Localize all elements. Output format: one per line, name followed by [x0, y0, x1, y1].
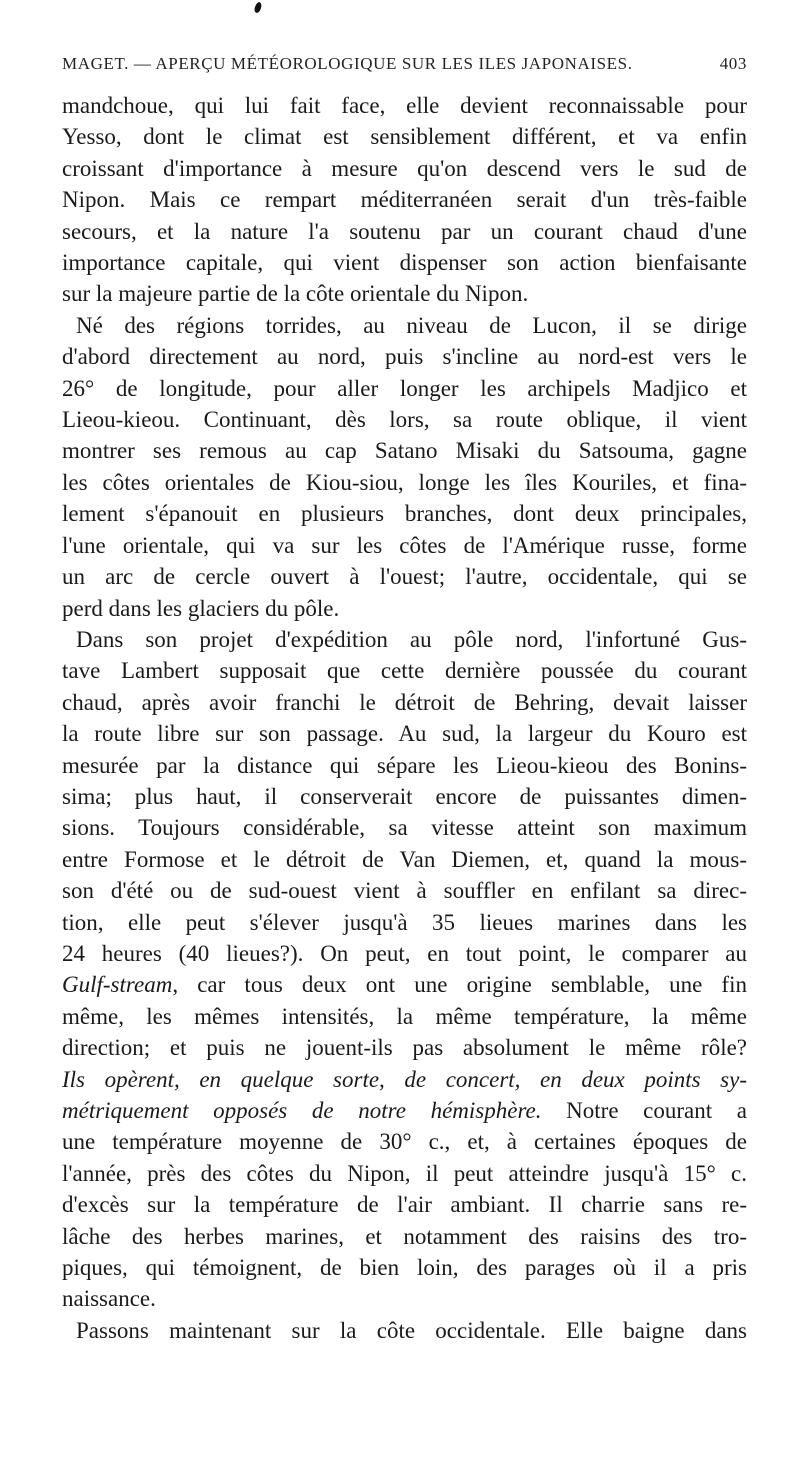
text-line: mandchoue, qui lui fait face, elle devient reconnaissable pour	[62, 93, 747, 118]
running-header	[62, 54, 747, 74]
text-span: Notre courant a	[541, 1098, 747, 1123]
text-line: tave Lambert supposait que cette dernière poussée du courant	[62, 658, 747, 684]
text-line: Nipon. Mais ce rempart méditerranéen serait d'un très-faible	[62, 187, 747, 213]
text-line: l'année, près des côtes du Nipon, il peut atteindre jusqu'à 15° c.	[62, 1160, 747, 1186]
running-title: MAGET. — APERÇU MÉTÉOROLOGIQUE SUR LES ILES JAPONAISES.	[62, 54, 633, 73]
text-line: une température moyenne de 30° c., et, à certaines époques de	[62, 1129, 747, 1155]
text-line: importance capitale, qui vient dispenser son action bienfaisante	[62, 250, 747, 276]
text-line: sur la majeure partie de la côte orientale du Nipon.	[62, 281, 529, 307]
text-line: tion, elle peut s'élever jusqu'à 35 lieues marines dans les	[62, 909, 747, 935]
ink-mark	[253, 1, 262, 13]
text-line: l'une orientale, qui va sur les côtes de l'Amérique russe, forme	[62, 532, 747, 558]
italic-line: Ils opèrent, en quelque sorte, de concert, en deux points sy-	[62, 1066, 747, 1092]
text-line: lâche des herbes marines, et notamment des raisins des tro-	[62, 1223, 747, 1249]
text-line: entre Formose et le détroit de Van Diemen, et, quand la mous-	[62, 846, 747, 872]
text-line: piques, qui témoignent, de bien loin, des parages où il a pris	[62, 1255, 747, 1281]
text-line: Né des régions torrides, au niveau de Lucon, il se dirige	[76, 312, 747, 338]
text-line: d'excès sur la température de l'air ambiant. Il charrie sans re-	[62, 1192, 747, 1218]
text-line: les côtes orientales de Kiou-siou, longe les îles Kouriles, et fina-	[62, 469, 747, 495]
text-line: Lieou-kieou. Continuant, dès lors, sa route oblique, il vient	[62, 407, 747, 433]
text-line: sima; plus haut, il conserverait encore de puissantes dimen-	[62, 783, 747, 809]
text-line: lement s'épanouit en plusieurs branches, dont deux principales,	[62, 501, 747, 527]
text-line: 26° de longitude, pour aller longer les archipels Madjico et	[62, 375, 747, 401]
text-line: son d'été ou de sud-ouest vient à souffler en enfilant sa direc-	[62, 878, 747, 904]
text-line: naissance.	[62, 1286, 156, 1312]
text-line: Passons maintenant sur la côte occidentale. Elle baigne dans	[76, 1317, 747, 1343]
text-line: sions. Toujours considérable, sa vitesse atteint son maximum	[62, 815, 747, 841]
text-line: secours, et la nature l'a soutenu par un courant chaud d'une	[62, 218, 747, 244]
text-line: mesurée par la distance qui sépare les Lieou-kieou des Bonins-	[62, 752, 747, 778]
text-line: montrer ses remous au cap Satano Misaki du Satsouma, gagne	[62, 438, 747, 464]
italic-span: métriquement opposés de notre hémisphère.	[62, 1098, 542, 1123]
text-line: perd dans les glaciers du pôle.	[62, 595, 340, 621]
page-body	[62, 90, 747, 1346]
text-span: , car tous deux ont une origine semblable, une fin	[172, 972, 747, 998]
text-line: d'abord directement au nord, puis s'incline au nord-est vers le	[62, 344, 747, 370]
text-line	[62, 1095, 747, 1126]
italic-term: Gulf-stream	[62, 972, 173, 998]
text-line: croissant d'importance à mesure qu'on descend vers le sud de	[62, 155, 747, 181]
text-line: 24 heures (40 lieues?). On peut, en tout point, le comparer au	[62, 940, 747, 966]
page-number: 403	[719, 54, 747, 73]
text-line: un arc de cercle ouvert à l'ouest; l'autre, occidentale, qui se	[62, 564, 747, 590]
text-line: la route libre sur son passage. Au sud, la largeur du Kouro est	[62, 721, 747, 747]
text-line: même, les mêmes intensités, la même température, la même	[62, 1003, 747, 1029]
text-line: Yesso, dont le climat est sensiblement différent, et va enfin	[62, 124, 747, 150]
text-line: direction; et puis ne jouent-ils pas absolument le même rôle?	[62, 1035, 747, 1061]
text-line	[62, 969, 747, 1000]
text-line: Dans son projet d'expédition au pôle nord, l'infortuné Gus-	[76, 626, 747, 652]
text-line: chaud, après avoir franchi le détroit de Behring, devait laisser	[62, 689, 747, 715]
